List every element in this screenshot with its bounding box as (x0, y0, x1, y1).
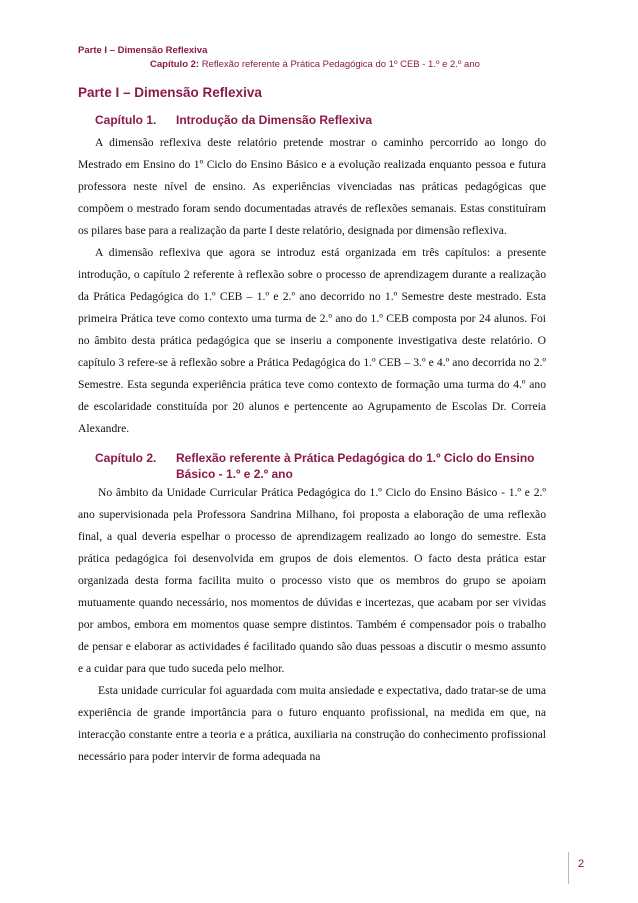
chapter1-paragraph-1: A dimensão reflexiva deste relatório pretende mostrar o caminho percorrido ao longo do Mestrado em Ensino do 1º Ciclo do Ensino Básico e a evolução realizada enquanto pessoa e futura professora neste nível de ensino. As experiências vivenciadas nas práticas pedagógicas que compõem o mestrado foram sendo documentadas através de reflexões semanais. Estas constituíram os pilares base para a realização da parte I deste relatório, designada por dimensão reflexiva. (78, 136, 546, 237)
part-title: Parte I – Dimensão Reflexiva (78, 85, 262, 100)
chapter2-number: Capítulo 2. (95, 451, 157, 465)
header-chapter-label: Capítulo 2: (150, 59, 200, 70)
chapter2-heading (78, 450, 546, 482)
chapter1-heading (78, 112, 546, 128)
footer-divider (568, 852, 569, 884)
header-part-label: Parte I – Dimensão Reflexiva (78, 45, 208, 56)
chapter1-number: Capítulo 1. (95, 113, 157, 127)
chapter2-paragraph-2: Esta unidade curricular foi aguardada com muita ansiedade e expectativa, dado tratar-se de uma experiência de grande importância para o futuro enquanto profissional, na medida em que, na interacção constante entre a teoria e a prática, auxiliaria na construção do conhecimento profissional necessário para poder intervir de forma adequada na (78, 684, 546, 763)
chapter2-paragraph-1: No âmbito da Unidade Curricular Prática Pedagógica do 1.º Ciclo do Ensino Básico - 1.º e 2.º ano supervisionada pela Professora Sandrina Milhano, foi proposta a elaboração de uma reflexão final, a qual deveria espelhar o processo de aprendizagem realizado ao longo do semestre. Esta prática pedagógica foi desenvolvida em grupos de dois elementos. O facto desta prática estar organizada desta forma facilita muito o processo visto que os membros do grupo se apoiam mutuamente quando necessário, nos momentos de dúvidas e incertezas, que acabam por ser vividas por ambos, embora em momentos quase sempre distintos. Também é compensador pois o trabalho de pensar e elaborar as actividades é facilitado quando são duas pessoas a discutir o mesmo assunto e a cuidar para que tudo suceda pelo melhor. (78, 486, 546, 675)
running-header (78, 44, 568, 72)
page-number: 2 (578, 858, 585, 870)
body-content (78, 112, 546, 768)
header-chapter-text: Reflexão referente à Prática Pedagógica do 1º CEB - 1.º e 2.º ano (201, 59, 480, 70)
chapter1-title: Introdução da Dimensão Reflexiva (176, 113, 373, 127)
header-chapter-line (150, 58, 568, 72)
chapter2-title: Reflexão referente à Prática Pedagógica do 1.º Ciclo do Ensino Básico - 1.º e 2.º ano (176, 451, 535, 481)
chapter1-paragraph-2: A dimensão reflexiva que agora se introduz está organizada em três capítulos: a presente introdução, o capítulo 2 referente à reflexão sobre o processo de aprendizagem durante a realização da Prática Pedagógica do 1.º CEB – 1.º e 2.º ano decorrido no 1.º Semestre deste mestrado. Esta primeira Prática teve como contexto uma turma de 2.º ano do 1.º CEB composta por 24 alunos. Foi no âmbito desta prática pedagógica que se inseriu a componente investigativa deste relatório. O capítulo 3 refere-se à reflexão sobre a Prática Pedagógica do 1.º CEB – 3.º e 4.º ano decorrida no 2.º Semestre. Esta segunda experiência prática teve como contexto de formação uma turma do 4.º ano de escolaridade constituída por 20 alunos e pertencente ao Agrupamento de Escolas Dr. Correia Alexandre. (78, 246, 546, 435)
